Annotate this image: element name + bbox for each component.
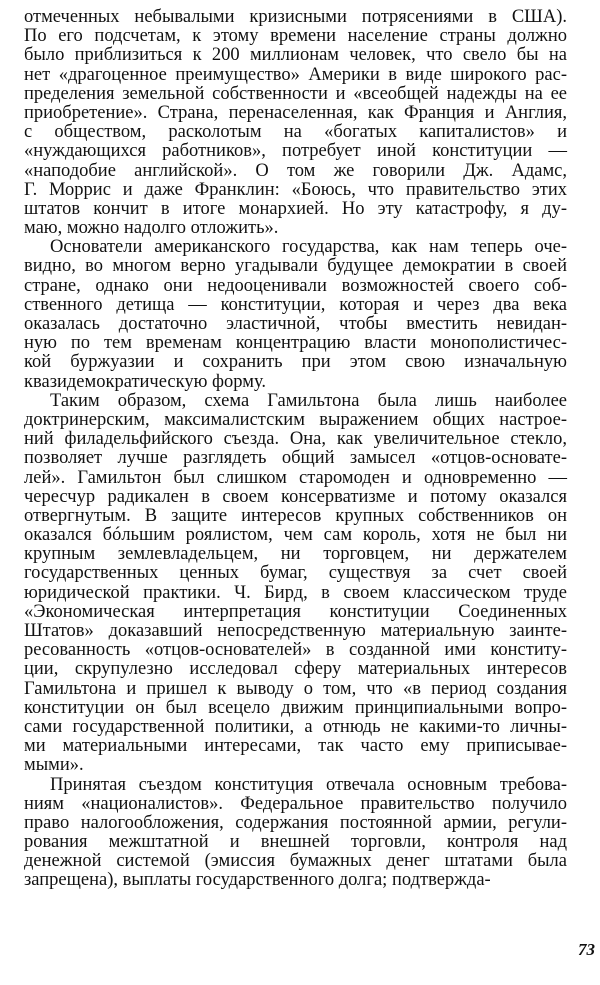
text-line: отвергнутым. В защите интересов крупных собственников он bbox=[24, 505, 567, 526]
text-line: ми материальными интересами, так часто ему приписывае- bbox=[24, 736, 567, 757]
text-line: Гамильтона и пришел к выводу о том, что «в период создания bbox=[24, 678, 567, 699]
text-line: доктринерским, максималистским выражением общих настрое- bbox=[24, 409, 567, 430]
text-line: рования межштатной и внешней торговли, контроля над bbox=[24, 832, 567, 853]
text-line: оказалась достаточно эластичной, чтобы вместить невидан- bbox=[24, 314, 567, 335]
text-line: Г. Моррис и даже Франклин: «Боюсь, что правительство этих bbox=[24, 179, 567, 200]
text-line: право налогообложения, содержания постоянной армии, регули- bbox=[24, 812, 567, 833]
text-line: государственных ценных бумаг, существуя за счет своей bbox=[24, 563, 567, 584]
paragraph bbox=[24, 392, 567, 776]
page-number: 73 bbox=[578, 940, 595, 959]
text-line: ную по тем временам концентрацию власти монополистичес- bbox=[24, 333, 567, 354]
text-line: ресованность «отцов-основателей» в созданной ими конститу- bbox=[24, 640, 567, 661]
text-line: ции, скрупулезно исследовал сферу материальных интересов bbox=[24, 659, 567, 680]
text-line: с обществом, расколотым на «богатых капиталистов» и bbox=[24, 122, 567, 143]
text-line: квазидемократическую форму. bbox=[24, 371, 266, 392]
paragraph bbox=[24, 8, 567, 238]
text-line: ний филадельфийского съезда. Она, как увеличительное стекло, bbox=[24, 429, 567, 450]
text-line: видно, во многом верно угадывали будущее демократии в своей bbox=[24, 256, 567, 277]
text-line: Штатов» доказавший непосредственную материальную заинте- bbox=[24, 621, 567, 642]
text-line: запрещена), выплаты государственного долга; подтвержда- bbox=[24, 870, 491, 891]
text-line: крупным землевладельцем, ни торговцем, ни держателем bbox=[24, 544, 567, 565]
text-line: маю, можно надолго отложить». bbox=[24, 218, 279, 239]
paragraph bbox=[24, 238, 567, 392]
text-line: Таким образом, схема Гамильтона была лишь наиболее bbox=[50, 390, 567, 411]
text-line: ниям «националистов». Федеральное правительство получило bbox=[24, 793, 567, 814]
text-line: было приблизиться к 200 миллионам человек, что свело бы на bbox=[24, 45, 567, 66]
text-line: оказался бóльшим роялистом, чем сам король, хотя не был ни bbox=[24, 525, 567, 546]
text-line: «нуждающихся работников», потребует иной конституции — bbox=[24, 141, 567, 162]
text-line: денежной системой (эмиссия бумажных денег штатами была bbox=[24, 851, 567, 872]
text-line: позволяет лучше разглядеть общий замысел «отцов-основате- bbox=[24, 448, 567, 469]
text-line: нет «драгоценное преимущество» Америки в виде широкого рас- bbox=[24, 64, 567, 85]
text-line: конституции он был всецело движим принципиальными вопро- bbox=[24, 697, 567, 718]
paragraph bbox=[24, 776, 567, 891]
text-line: стране, однако они недооценивали возможностей своего соб- bbox=[24, 275, 567, 296]
text-line: отмеченных небывалыми кризисными потрясениями в США). bbox=[24, 7, 567, 27]
text-line: кой буржуазии и сохранить при этом свою изначальную bbox=[24, 352, 567, 373]
text-line: приобретение». Страна, перенаселенная, как Франция и Англия, bbox=[24, 102, 567, 123]
text-line: сами государственной политики, а отнюдь не какими-то личны- bbox=[24, 716, 567, 737]
text-line: лей». Гамильтон был слишком старомоден и одновременно — bbox=[24, 467, 567, 488]
text-line: Основатели американского государства, как нам теперь оче- bbox=[50, 237, 567, 258]
page-body-text bbox=[24, 8, 567, 891]
text-line: юридической практики. Ч. Бирд, в своем классическом труде bbox=[24, 582, 567, 603]
text-line: «наподобие английской». О том же говорили Дж. Адамс, bbox=[24, 160, 567, 181]
text-line: Принятая съездом конституция отвечала основным требова- bbox=[50, 774, 567, 795]
text-line: штатов кончит в итоге монархией. Но эту катастрофу, я ду- bbox=[24, 198, 567, 219]
text-line: мыми». bbox=[24, 755, 84, 776]
text-line: «Экономическая интерпретация конституции Соединенных bbox=[24, 601, 567, 622]
text-line: пределения земельной собственности и «всеобщей надежды на ее bbox=[24, 83, 567, 104]
text-line: По его подсчетам, к этому времени население страны должно bbox=[24, 26, 567, 47]
text-line: ственного детища — конституции, которая и через два века bbox=[24, 294, 567, 315]
text-line: чересчур радикален в своем консерватизме и потому оказался bbox=[24, 486, 567, 507]
